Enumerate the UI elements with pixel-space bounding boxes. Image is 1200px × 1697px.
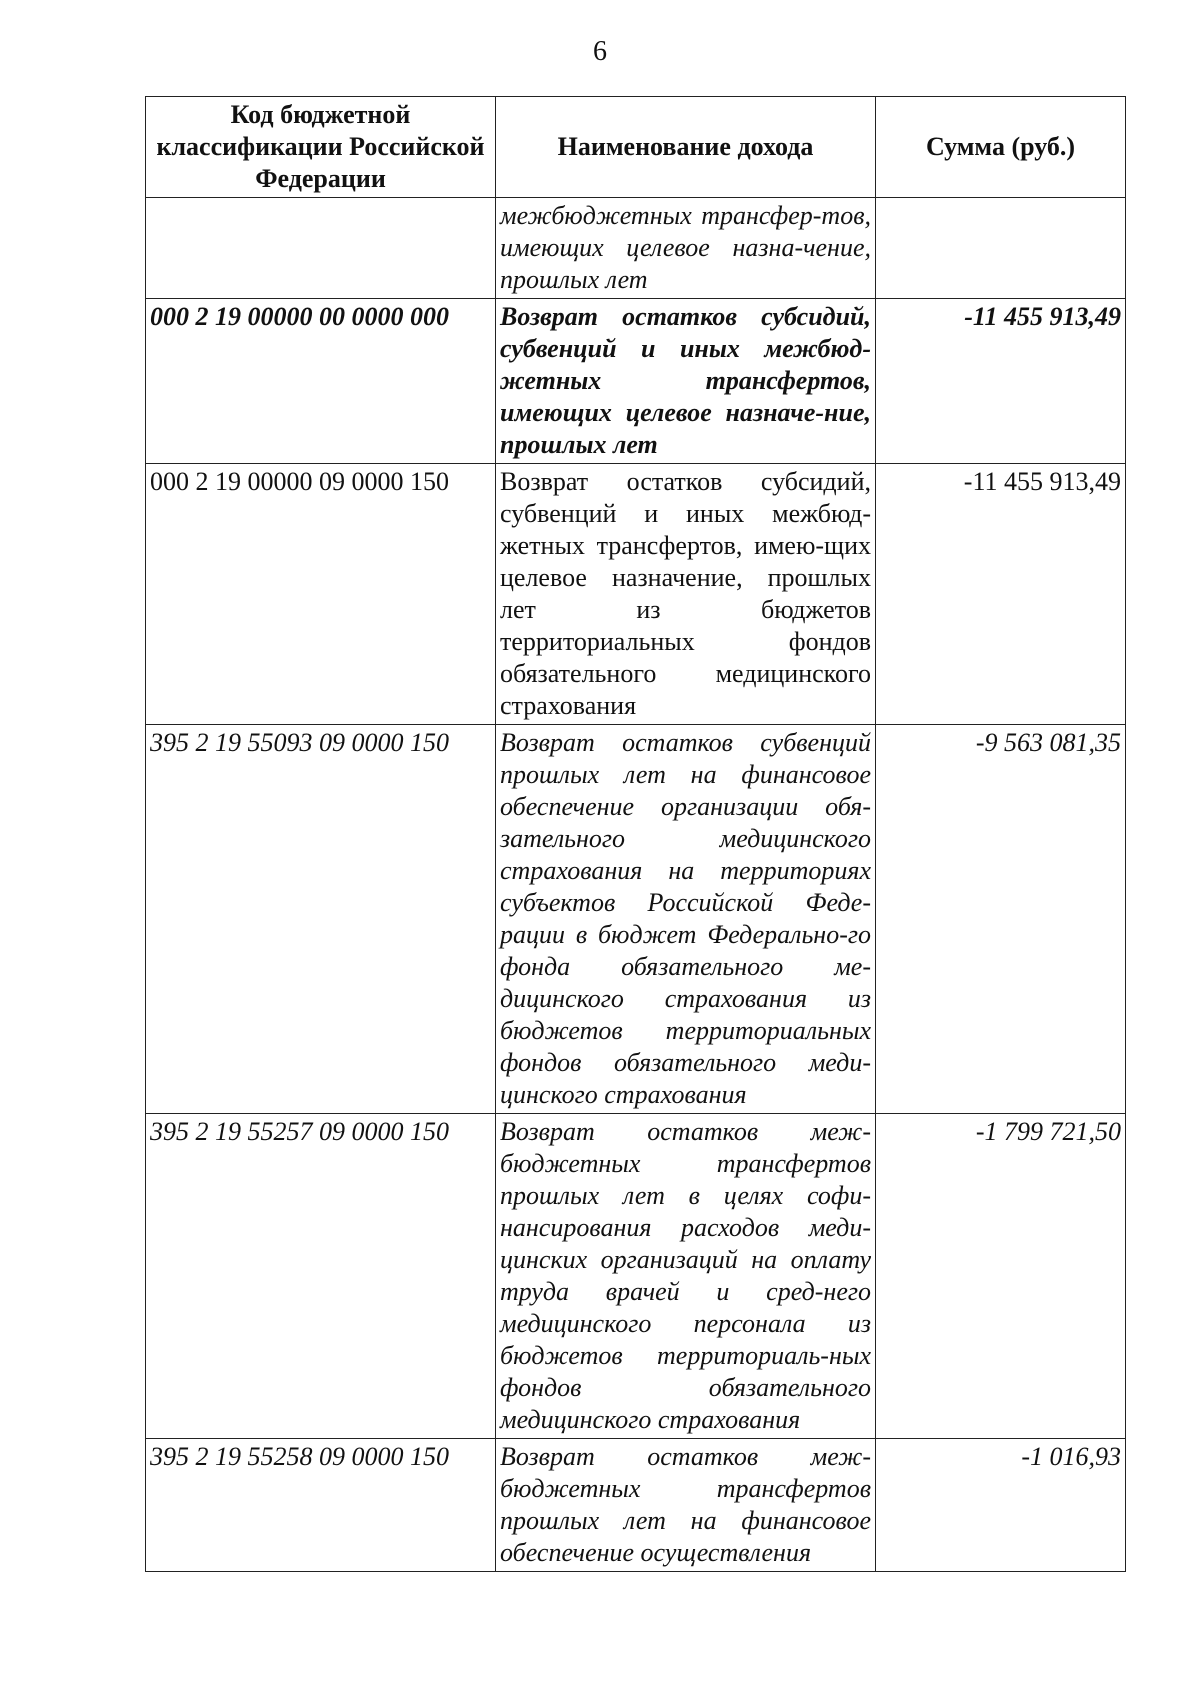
table-header-row [146,97,1126,198]
header-name: Наименование дохода [496,97,876,198]
table-row [146,1439,1126,1572]
page-number: 6 [593,36,607,67]
cell-sum: -11 455 913,49 [876,299,1126,464]
cell-code: 000 2 19 00000 00 0000 000 [146,299,496,464]
cell-code: 395 2 19 55258 09 0000 150 [146,1439,496,1572]
cell-sum: -9 563 081,35 [876,725,1126,1114]
cell-code: 395 2 19 55257 09 0000 150 [146,1114,496,1439]
cell-code: 395 2 19 55093 09 0000 150 [146,725,496,1114]
cell-name: Возврат остатков субсидий, субвенций и иных межбюд-жетных трансфертов, имею-щих целевое назначение, прошлых лет из бюджетов территориальных фондов обязательного медицинского страхования [496,464,876,725]
cell-sum: -11 455 913,49 [876,464,1126,725]
cell-name: Возврат остатков меж-бюджетных трансфертов прошлых лет в целях софи-нансирования расходов меди-цинских организаций на оплату труда врачей и сред-него медицинского персонала из бюджетов территориаль-ных фондов обязательного медицинского страхования [496,1114,876,1439]
table-row [146,464,1126,725]
cell-name: Возврат остатков меж-бюджетных трансфертов прошлых лет на финансовое обеспечение осуществления [496,1439,876,1572]
cell-code [146,198,496,299]
table-row [146,299,1126,464]
table-row [146,1114,1126,1439]
cell-name: межбюджетных трансфер-тов, имеющих целевое назна-чение, прошлых лет [496,198,876,299]
cell-code: 000 2 19 00000 09 0000 150 [146,464,496,725]
income-table [145,96,1126,1572]
cell-sum: -1 016,93 [876,1439,1126,1572]
cell-sum [876,198,1126,299]
header-code: Код бюджетной классификации Российской Федерации [146,97,496,198]
cell-sum: -1 799 721,50 [876,1114,1126,1439]
cell-name: Возврат остатков субвенций прошлых лет на финансовое обеспечение организации обя-зательного медицинского страхования на территориях субъектов Российской Феде-рации в бюджет Федерально-го фонда обязательного ме-дицинского страхования из бюджетов территориальных фондов обязательного меди-цинского страхования [496,725,876,1114]
header-sum: Сумма (руб.) [876,97,1126,198]
table-row [146,198,1126,299]
cell-name: Возврат остатков субсидий, субвенций и иных межбюд-жетных трансфертов, имеющих целевое назначе-ние, прошлых лет [496,299,876,464]
table-row [146,725,1126,1114]
